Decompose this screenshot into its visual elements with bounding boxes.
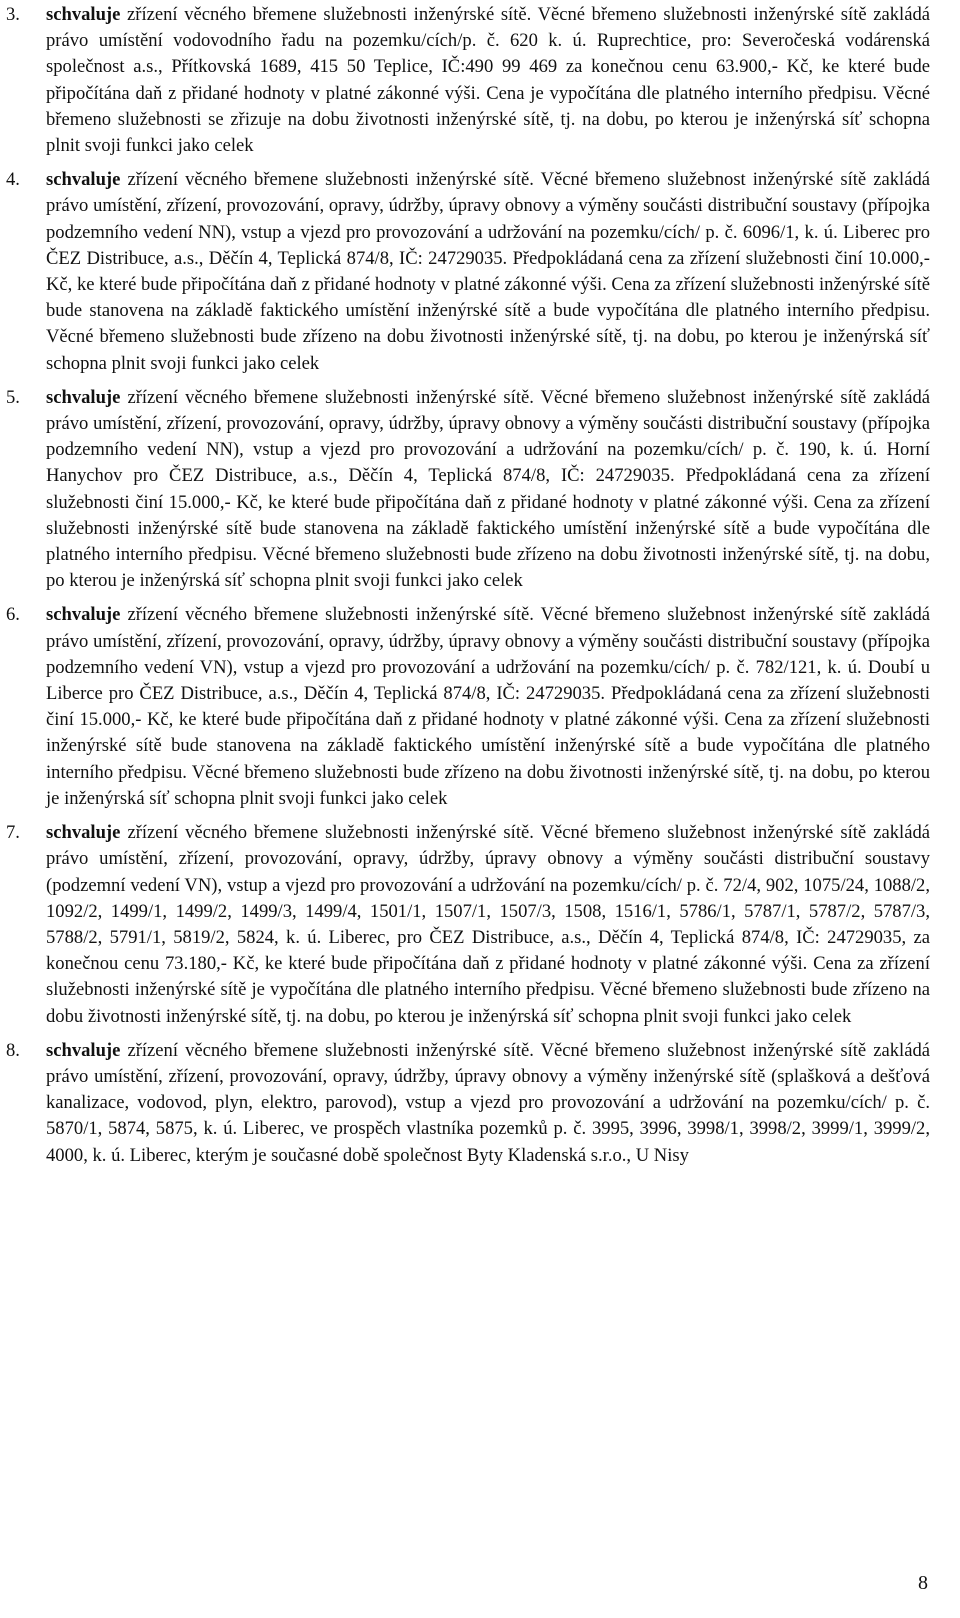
list-item — [6, 820, 930, 1030]
item-text: zřízení věcného břemene služebnosti inženýrské sítě. Věcné břemeno služebnost inženýrské sítě zakládá právo umístění, zřízení, provozování, opravy, údržby, úpravy obnovy a výměny součásti distribuční soustavy (přípojka podzemního vedení NN), vstup a vjezd pro provozování a udržování na pozemku/cích/ p. č. 190, k. ú. Horní Hanychov pro ČEZ Distribuce, a.s., Děčín 4, Teplická 874/8, IČ: 24729035. Předpokládaná cena za zřízení služebnosti činí 15.000,- Kč, ke které bude připočítána daň z přidané hodnoty v platné zákonné výši. Cena za zřízení služebnosti inženýrské sítě bude stanovena na základě faktického umístění inženýrské sítě a bude vypočítána dle platného interního předpisu. Věcné břemeno služebnosti bude zřízeno na dobu životnosti inženýrské sítě, tj. na dobu, po kterou je inženýrská síť schopna plnit svoji funkci jako celek — [46, 386, 930, 592]
list-item — [6, 2, 930, 159]
item-lead: schvaluje — [46, 1039, 121, 1061]
item-number: 4. — [6, 169, 20, 191]
item-text-block — [46, 820, 930, 1030]
item-text: zřízení věcného břemene služebnosti inženýrské sítě. Věcné břemeno služebnost inženýrské sítě zakládá právo umístění, zřízení, provozování, opravy, údržby, úpravy obnovy a výměny součásti distribuční soustavy (podzemní vedení VN), vstup a vjezd pro provozování a udržování na pozemku/cích/ p. č. 72/4, 902, 1075/24, 1088/2, 1092/2, 1499/1, 1499/2, 1499/3, 1499/4, 1501/1, 1507/1, 1507/3, 1508, 1516/1, 5786/1, 5787/1, 5787/2, 5787/3, 5788/2, 5791/1, 5819/2, 5824, k. ú. Liberec, pro ČEZ Distribuce, a.s., Děčín 4, Teplická 874/8, IČ: 24729035, za konečnou cenu 73.180,- Kč, ke které bude připočítána daň z přidané hodnoty v platné zákonné výši. Cena za zřízení služebnosti inženýrské sítě je vypočítána dle platného interního předpisu. Věcné břemeno služebnosti bude zřízeno na dobu životnosti inženýrské sítě, tj. na dobu, po kterou je inženýrská síť schopna plnit svoji funkci jako celek — [46, 822, 930, 1027]
item-number: 7. — [6, 822, 20, 844]
item-text: zřízení věcného břemene služebnosti inženýrské sítě. Věcné břemeno služebnosti inženýrské sítě zakládá právo umístění vodovodního řadu na pozemku/cích/p. č. 620 k. ú. Ruprechtice, pro: Severočeská vodárenská společnost a.s., Přítkovská 1689, 415 50 Teplice, IČ:490 99 469 za konečnou cenu 63.900,- Kč, ke které bude připočítána daň z přidané hodnoty v platné zákonné výši. Cena je vypočítána dle platného interního předpisu. Věcné břemeno služebnosti se zřizuje na dobu životnosti inženýrské sítě, tj. na dobu, po kterou je inženýrská síť schopna plnit svoji funkci jako celek — [46, 4, 930, 157]
item-lead: schvaluje — [46, 4, 121, 25]
item-number: 3. — [6, 4, 20, 25]
page-number: 8 — [918, 1572, 928, 1594]
item-text-block — [46, 1038, 930, 1169]
item-text: zřízení věcného břemene služebnosti inženýrské sítě. Věcné břemeno služebnost inženýrské sítě zakládá právo umístění, zřízení, provozování, opravy, údržby, úpravy obnovy a výměny součásti distribuční soustavy (přípojka podzemního vedení NN), vstup a vjezd pro provozování a udržování na pozemku/cích/ p. č. 6096/1, k. ú. Liberec pro ČEZ Distribuce, a.s., Děčín 4, Teplická 874/8, IČ: 24729035. Předpokládaná cena za zřízení služebnosti činí 10.000,- Kč, ke které bude připočítána daň z přidané hodnoty v platné zákonné výši. Cena za zřízení služebnosti inženýrské sítě bude stanovena na základě faktického umístění inženýrské sítě a bude vypočítána dle platného interního předpisu. Věcné břemeno služebnosti bude zřízeno na dobu životnosti inženýrské sítě, tj. na dobu, po kterou je inženýrská síť schopna plnit svoji funkci jako celek — [46, 169, 930, 374]
list-item — [6, 385, 930, 595]
resolution-list — [6, 2, 930, 1177]
item-text-block — [46, 167, 930, 377]
item-text-block — [46, 385, 930, 595]
list-item — [6, 1038, 930, 1169]
item-lead: schvaluje — [46, 386, 121, 408]
item-text-block — [46, 2, 930, 159]
item-number: 5. — [6, 386, 20, 408]
item-number: 8. — [6, 1039, 20, 1061]
item-text: zřízení věcného břemene služebnosti inženýrské sítě. Věcné břemeno služebnost inženýrské sítě zakládá právo umístění, zřízení, provozování, opravy, údržby, úpravy obnovy a výměny součásti distribuční soustavy (přípojka podzemního vedení VN), vstup a vjezd pro provozování a udržování na pozemku/cích/ p. č. 782/121, k. ú. Doubí u Liberce pro ČEZ Distribuce, a.s., Děčín 4, Teplická 874/8, IČ: 24729035. Předpokládaná cena za zřízení služebnosti činí 15.000,- Kč, ke které bude připočítána daň z přidané hodnoty v platné zákonné výši. Cena za zřízení služebnosti inženýrské sítě bude stanovena na základě faktického umístění inženýrské sítě a bude vypočítána dle platného interního předpisu. Věcné břemeno služebnosti bude zřízeno na dobu životnosti inženýrské sítě, tj. na dobu, po kterou je inženýrská síť schopna plnit svoji funkci jako celek — [46, 604, 930, 809]
list-item — [6, 602, 930, 812]
item-text-block — [46, 602, 930, 812]
item-lead: schvaluje — [46, 822, 121, 844]
item-lead: schvaluje — [46, 169, 121, 191]
list-item — [6, 167, 930, 377]
item-number: 6. — [6, 604, 20, 626]
item-lead: schvaluje — [46, 604, 121, 626]
item-text: zřízení věcného břemene služebnosti inženýrské sítě. Věcné břemeno služebnost inženýrské sítě zakládá právo umístění, zřízení, provozování, opravy, údržby, úpravy obnovy a výměny inženýrské sítě (splašková a dešťová kanalizace, vodovod, plyn, elektro, parovod), vstup a vjezd pro provozování a udržování na pozemku/cích/ p. č. 5870/1, 5874, 5875, k. ú. Liberec, ve prospěch vlastníka pozemků p. č. 3995, 3996, 3998/1, 3998/2, 3999/1, 3999/2, 4000, k. ú. Liberec, kterým je současné době společnost Byty Kladenská s.r.o., U Nisy — [46, 1039, 930, 1166]
